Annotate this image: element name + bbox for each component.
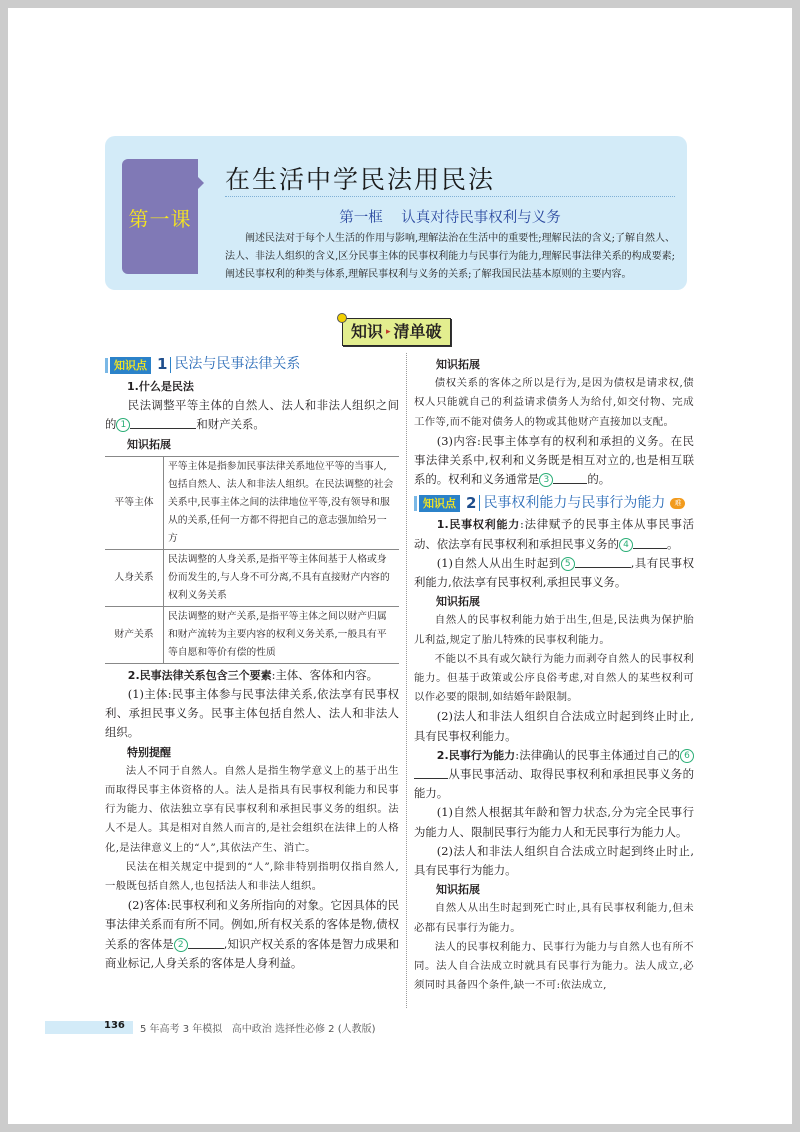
lesson-title: 在生活中学民法用民法 — [225, 165, 496, 194]
frame-subtitle: 第一框 认真对待民事权利与义务 — [339, 210, 561, 226]
knowledge-table — [105, 456, 399, 664]
kp-number: 2 — [466, 493, 477, 512]
left-column — [105, 355, 399, 973]
extension-label: 知识拓展 — [436, 883, 480, 897]
blank-number: 6 — [680, 749, 694, 763]
subheading: 1.什么是民法 — [127, 380, 194, 393]
paragraph — [414, 515, 694, 553]
kp-separator — [170, 357, 171, 373]
subheading: 2.民事行为能力 — [436, 748, 516, 762]
kp-bar — [414, 496, 417, 511]
paragraph: (2)法人和非法人组织自合法成立时起到终止时止,具有民事权利能力。 — [414, 709, 694, 743]
table-row — [105, 456, 399, 549]
section-heading-part1: 知识 — [351, 322, 384, 341]
fill-blank[interactable] — [188, 936, 224, 949]
lesson-tab — [122, 159, 198, 274]
extension-label: 知识拓展 — [436, 595, 480, 609]
banner-divider — [225, 196, 675, 197]
paragraph — [414, 746, 694, 804]
paragraph — [105, 396, 399, 434]
text: :法律赋予的民事主体从事民事活动、依法享有民事权利和承担民事义务的 — [414, 517, 694, 551]
table-value: 民法调整的人身关系,是指平等主体间基于人格或身份而发生的,与人身不可分离,不具有直接财产内容的权利义务关系 — [164, 549, 400, 606]
paragraph: (1)主体:民事主体参与民事法律关系,依法享有民事权利、承担民事义务。民事主体包括自然人、法人和非法人组织。 — [105, 687, 399, 740]
lesson-banner — [105, 136, 687, 290]
note-paragraph: 民法在相关规定中提到的“人”,除非特别指明仅指自然人,一般既包括自然人,也包括法人和非法人组织。 — [105, 860, 399, 893]
text: :法律确认的民事主体通过自己的 — [515, 747, 680, 762]
fill-blank[interactable] — [575, 555, 631, 568]
blank-number: 5 — [561, 557, 575, 571]
extension-label: 知识拓展 — [436, 358, 480, 371]
kp-title: 民事权利能力与民事行为能力 — [483, 494, 666, 511]
kp-separator — [479, 495, 480, 511]
blank-number: 2 — [174, 938, 188, 952]
blank-number: 3 — [539, 473, 553, 487]
page-number: 136 — [104, 1020, 125, 1031]
fill-blank[interactable] — [130, 416, 196, 429]
arrow-icon: ▸ — [386, 327, 391, 337]
text: ,知识产权关系的客体是智力成果和商业标记,人身关系的客体是人身利益。 — [105, 936, 399, 970]
page — [8, 8, 792, 1124]
extension-paragraph: 自然人的民事权利能力始于出生,但是,民法典为保护胎儿利益,规定了胎儿特殊的民事权利能力。 — [414, 614, 694, 646]
subheading: 2.民事法律关系包含三个要素 — [127, 668, 272, 682]
column-divider — [406, 353, 407, 1008]
difficulty-badge: 难 — [670, 498, 685, 509]
paragraph — [105, 896, 399, 973]
text: 民法调整平等主体的自然人、法人和非法人组织之间的 — [105, 398, 399, 432]
lesson-label: 第一课 — [128, 207, 192, 231]
extension-paragraph: 债权关系的客体之所以是行为,是因为债权是请求权,债权人只能就自己的利益请求债务人为给付,如交付物、完成工作等,而不能对债务人的物或其他财产直接加以支配。 — [414, 377, 694, 428]
paragraph: (2)法人和非法人组织自合法成立时起到终止时止,具有民事行为能力。 — [414, 843, 694, 878]
extension-paragraph: 自然人从出生时起到死亡时止,具有民事权利能力,但未必都有民事行为能力。 — [414, 902, 694, 934]
text: (3)内容:民事主体享有的权利和承担的义务。在民事法律关系中,权利和义务既是相互对立的,也是相互联系的。权利和义务通常是 — [414, 433, 694, 487]
book-title: 5 年高考 3 年模拟 高中政治 选择性必修 2 (人教版) — [140, 1024, 376, 1035]
knowledge-point-2-heading — [414, 493, 694, 513]
table-key: 人身关系 — [105, 549, 164, 606]
extension-label: 知识拓展 — [127, 437, 171, 451]
table-key: 财产关系 — [105, 606, 164, 663]
table-key: 平等主体 — [105, 456, 164, 549]
fill-blank[interactable] — [414, 766, 448, 779]
pin-icon — [337, 313, 347, 323]
table-row — [105, 606, 399, 663]
text: 从事民事活动、取得民事权利和承担民事义务的能力。 — [414, 767, 694, 801]
kp-badge: 知识点 — [110, 357, 151, 374]
text: 。 — [667, 536, 679, 551]
learning-objectives: 阐述民法对于每个人生活的作用与影响,理解法治在生活中的重要性;理解民法的含义;了解自然人、法人、非法人组织的含义,区分民事主体的民事权利能力与民事行为能力,理解民事法律关系的构成要素;阐述民事权利的种类与体系,理解民事权利与义务的关系;了解我国民法基本原则的主要内容。 — [225, 233, 675, 280]
paragraph — [105, 666, 399, 685]
fill-blank[interactable] — [633, 536, 667, 549]
kp-number: 1 — [157, 355, 168, 374]
text: ,具有民事权利能力,依法享有民事权利,承担民事义务。 — [414, 555, 694, 590]
text: (2)客体:民事权利和义务所指向的对象。它因具体的民事法律关系而有所不同。例如,所有权关系的客体是物,债权关系的客体是 — [105, 898, 399, 951]
paragraph — [414, 432, 694, 490]
table-row — [105, 549, 399, 606]
table-value: 民法调整的财产关系,是指平等主体之间以财产归属和财产流转为主要内容的权利义务关系,一般具有平等自愿和等价有偿的性质 — [164, 606, 400, 663]
table-value: 平等主体是指参加民事法律关系地位平等的当事人,包括自然人、法人和非法人组织。在民法调整的社会关系中,民事主体之间的法律地位平等,没有领导和服从的关系,任何一方都不得把自己的意志强加给另一方 — [164, 456, 400, 549]
text: 和财产关系。 — [196, 417, 265, 432]
text: (1)自然人从出生时起到 — [436, 555, 561, 570]
blank-number: 4 — [619, 538, 633, 552]
note-label: 特别提醒 — [127, 745, 171, 759]
paragraph — [414, 554, 694, 592]
right-column — [414, 355, 694, 996]
paragraph: (1)自然人根据其年龄和智力状态,分为完全民事行为能力人、限制民事行为能力人和无民事行为能力人。 — [414, 805, 694, 839]
extension-paragraph: 不能以不具有或欠缺行为能力而剥夺自然人的民事权利能力。但基于政策或公序良俗考虑,对自然人的某些权利可以作必要的限制,如结婚年龄限制。 — [414, 652, 694, 704]
text: :主体、客体和内容。 — [271, 667, 378, 682]
section-heading — [342, 318, 451, 346]
knowledge-point-1-heading — [105, 355, 399, 375]
text: 的。 — [587, 472, 611, 487]
fill-blank[interactable] — [553, 471, 587, 484]
kp-badge: 知识点 — [419, 495, 460, 512]
kp-bar — [105, 358, 108, 373]
kp-title: 民法与民事法律关系 — [174, 356, 301, 373]
subheading: 1.民事权利能力 — [436, 518, 520, 532]
section-heading-part2: 清单破 — [393, 322, 442, 341]
note-paragraph: 法人不同于自然人。自然人是指生物学意义上的基于出生而取得民事主体资格的人。法人是指具有民事权利能力和民事行为能力、依法独立享有民事权利和承担民事义务的组织。法人不是人。其是相对自然人而言的,是社会组织在法律上的人格化,是法律意义上的“人”,其依法产生、消亡。 — [105, 764, 399, 854]
blank-number: 1 — [116, 418, 130, 432]
extension-paragraph: 法人的民事权利能力、民事行为能力与自然人也有所不同。法人自合法成立时就具有民事行为能力。法人成立,必须同时具备四个条件,缺一不可:依法成立, — [414, 940, 694, 992]
